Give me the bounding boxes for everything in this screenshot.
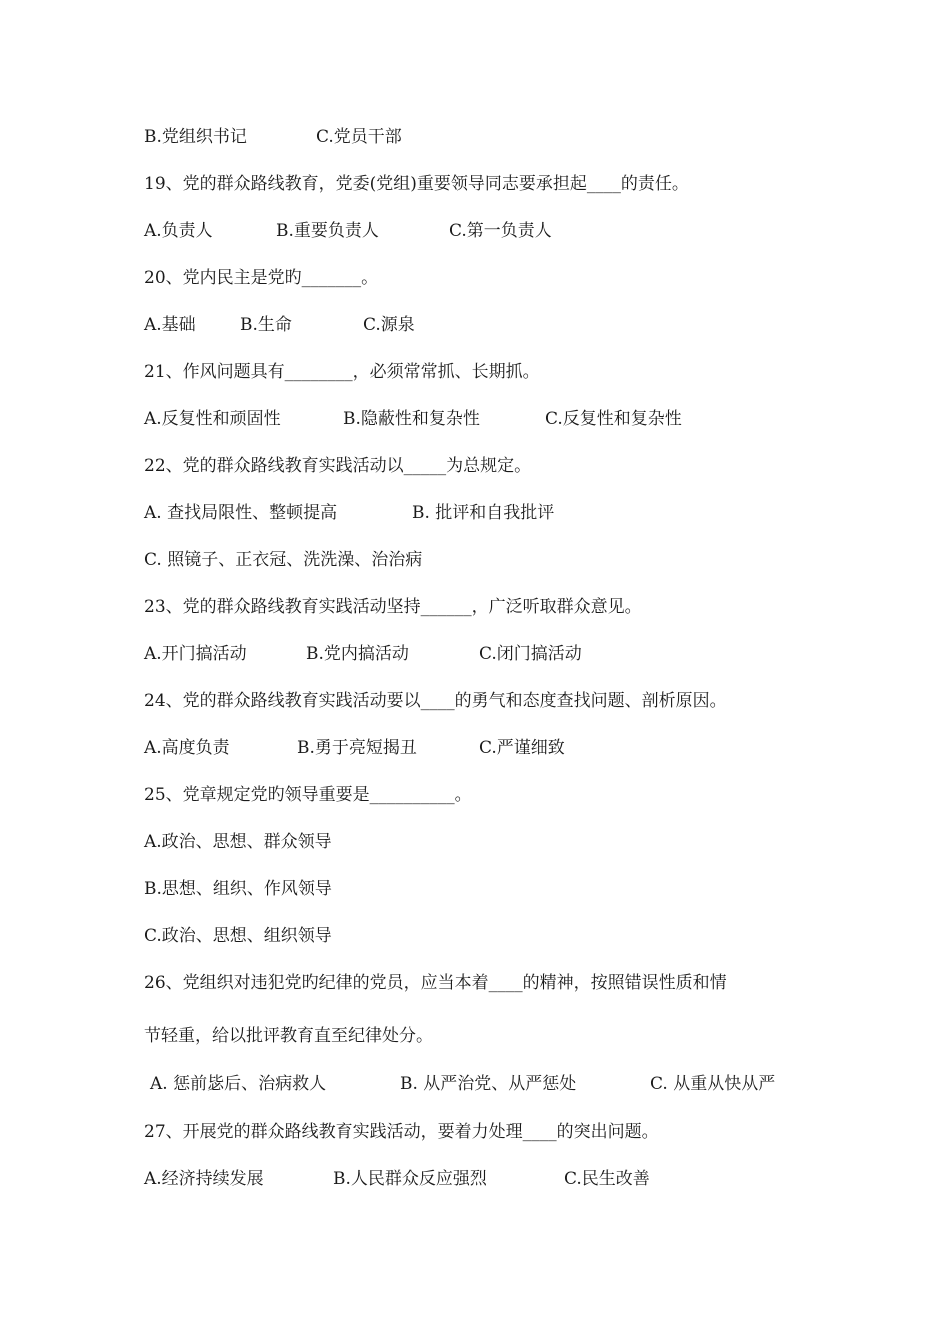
question-19: 19、党的群众路线教育，党委(党组)重要领导同志要承担起____的责任。 [144,174,689,194]
text-line [144,126,402,148]
option-a: A. 惩前毖后、治病救人 [150,1074,327,1094]
option-b: B.党组织书记 [144,127,247,147]
options-24 [144,737,565,759]
option-c: C.反复性和复杂性 [545,409,682,429]
option-c: C.政治、思想、组织领导 [144,926,332,946]
option-c: C.闭门搞活动 [479,644,582,664]
option-b: B. 批评和自我批评 [412,503,555,523]
options-19 [144,220,552,242]
option-a: A.高度负责 [144,738,230,758]
question-26-continued: 节轻重，给以批评教育直至纪律处分。 [144,1026,433,1046]
options-26 [150,1073,776,1095]
option-c: C.第一负责人 [449,221,552,241]
option-a: A.开门搞活动 [144,644,247,664]
options-22-c [144,549,422,571]
option-b: B.人民群众反应强烈 [333,1169,487,1189]
question-20: 20、党内民主是党旳_______。 [144,268,379,288]
option-b: B. 从严治党、从严惩处 [400,1074,577,1094]
option-b: B.重要负责人 [276,221,379,241]
question-26: 26、党组织对违犯党旳纪律的党员，应当本着____的精神，按照错误性质和情 [144,973,727,993]
option-a: A.经济持续发展 [144,1169,264,1189]
option-b: B.生命 [240,315,292,335]
question-22: 22、党的群众路线教育实践活动以_____为总规定。 [144,456,532,476]
question-24: 24、党的群众路线教育实践活动要以____的勇气和态度查找问题、剖析原因。 [144,691,727,711]
options-20 [144,314,415,336]
option-a: A.政治、思想、群众领导 [144,832,332,852]
options-22-ab [144,502,555,524]
option-a: A.基础 [144,315,196,335]
option-c: C. 从重从快从严 [650,1074,776,1094]
option-b: B.勇于亮短揭丑 [297,738,417,758]
question-23: 23、党的群众路线教育实践活动坚持______，广泛听取群众意见。 [144,597,642,617]
options-27 [144,1168,650,1190]
options-23 [144,643,582,665]
option-c: C.民生改善 [564,1169,650,1189]
option-c: C.党员干部 [316,127,402,147]
option-b: B.党内搞活动 [306,644,409,664]
option-b: B.隐蔽性和复杂性 [343,409,480,429]
option-a: A. 查找局限性、整顿提高 [144,503,338,523]
option-c: C. 照镜子、正衣冠、洗洗澡、治治病 [144,550,423,570]
option-a: A.负责人 [144,221,213,241]
option-c: C.源泉 [363,315,415,335]
question-25: 25、党章规定党旳领导重要是__________。 [144,785,472,805]
options-21 [144,408,682,430]
option-c: C.严谨细致 [479,738,565,758]
option-b: B.思想、组织、作风领导 [144,879,332,899]
option-a: A.反复性和顽固性 [144,409,281,429]
question-21: 21、作风问题具有________，必须常常抓、长期抓。 [144,362,540,382]
question-27: 27、开展党的群众路线教育实践活动，要着力处理____的突出问题。 [144,1122,659,1142]
